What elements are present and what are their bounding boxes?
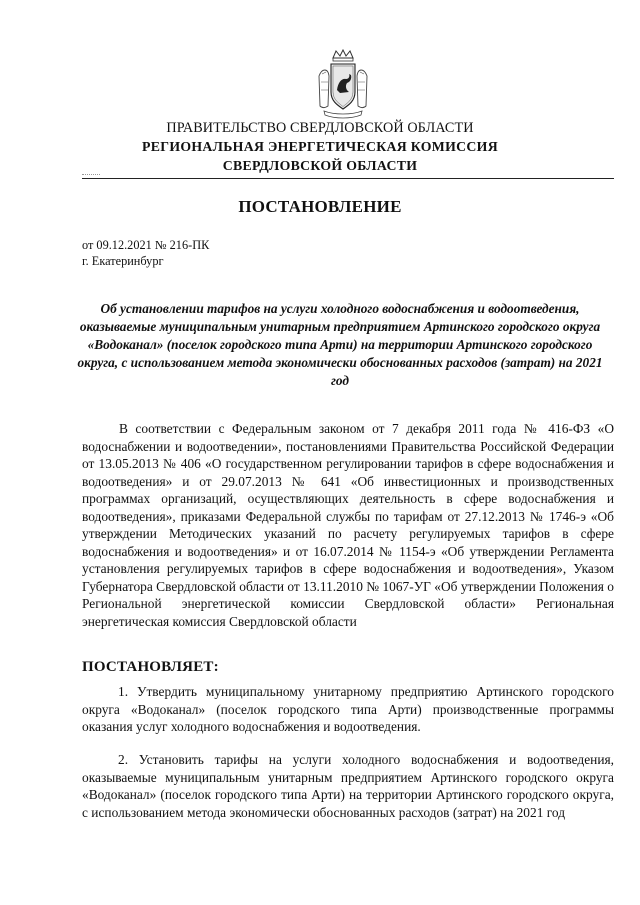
preamble-paragraph: В соответствии с Федеральным законом от 7 декабря 2011 года № 416-ФЗ «О водоснабжении и водоотведении», постановлениями Правительства Российской Федерации от 13.05.2013 № 406 «О государственном регулировании тарифов в сфере водоснабжения и водоотведения» и от 29.07.2013 № 641 «Об инвестиционных и производственных программах организаций, осуществляющих деятельность в сфере водоснабжения и водоотведения», приказами Федеральной службы по тарифам от 27.12.2013 № 1746-э «Об утверждении Методических указаний по расчету регулируемых тарифов в сфере водоснабжения и водоотведения» и от 16.07.2014 № 1154-э «Об утверждении Регламента установления регулируемых тарифов в сфере водоснабжения и водоотведения», Указом Губернатора Свердловской области от 13.11.2010 № 1067-УГ «Об утверждении Положения о Региональной энергетической комиссии Свердловской области» Региональная энергетическая комиссия Свердловской области (82, 421, 614, 629)
document-date-number: от 09.12.2021 № 216-ПК (82, 238, 210, 252)
decree-item-1: 1. Утвердить муниципальному унитарному предприятию Артинского городского округа «Водоканал» (поселок городского типа Арти) производственные программы оказания услуг холодного водоснабжения и водоотведения. (82, 684, 614, 734)
header-dots (82, 174, 100, 175)
commission-name: РЕГИОНАЛЬНАЯ ЭНЕРГЕТИЧЕСКАЯ КОМИССИЯ (142, 139, 498, 154)
region-name: СВЕРДЛОВСКОЙ ОБЛАСТИ (222, 158, 418, 173)
coat-of-arms-icon (316, 48, 370, 120)
decree-word: ПОСТАНОВЛЯЕТ: (82, 659, 219, 675)
document-title: ПОСТАНОВЛЕНИЕ (238, 197, 402, 216)
document-city: г. Екатеринбург (82, 254, 164, 268)
document-subject: Об установлении тарифов на услуги холодного водоснабжения и водоотведения, оказываемые муниципальным унитарным предприятием Артинского городского округа «Водоканал» (поселок городского типа Арти) на территории Артинского городского округа, с использованием метода экономически обоснованных расходов (затрат) на 2021 год (77, 301, 603, 388)
government-name: ПРАВИТЕЛЬСТВО СВЕРДЛОВСКОЙ ОБЛАСТИ (166, 120, 474, 136)
decree-item-2: 2. Установить тарифы на услуги холодного водоснабжения и водоотведения, оказываемые муниципальным унитарным предприятием Артинского городского округа «Водоканал» (поселок городского типа Арти) на территории Артинского городского округа, с использованием метода экономически обоснованных расходов (затрат) на 2021 год (82, 752, 614, 820)
header-divider (82, 178, 614, 179)
